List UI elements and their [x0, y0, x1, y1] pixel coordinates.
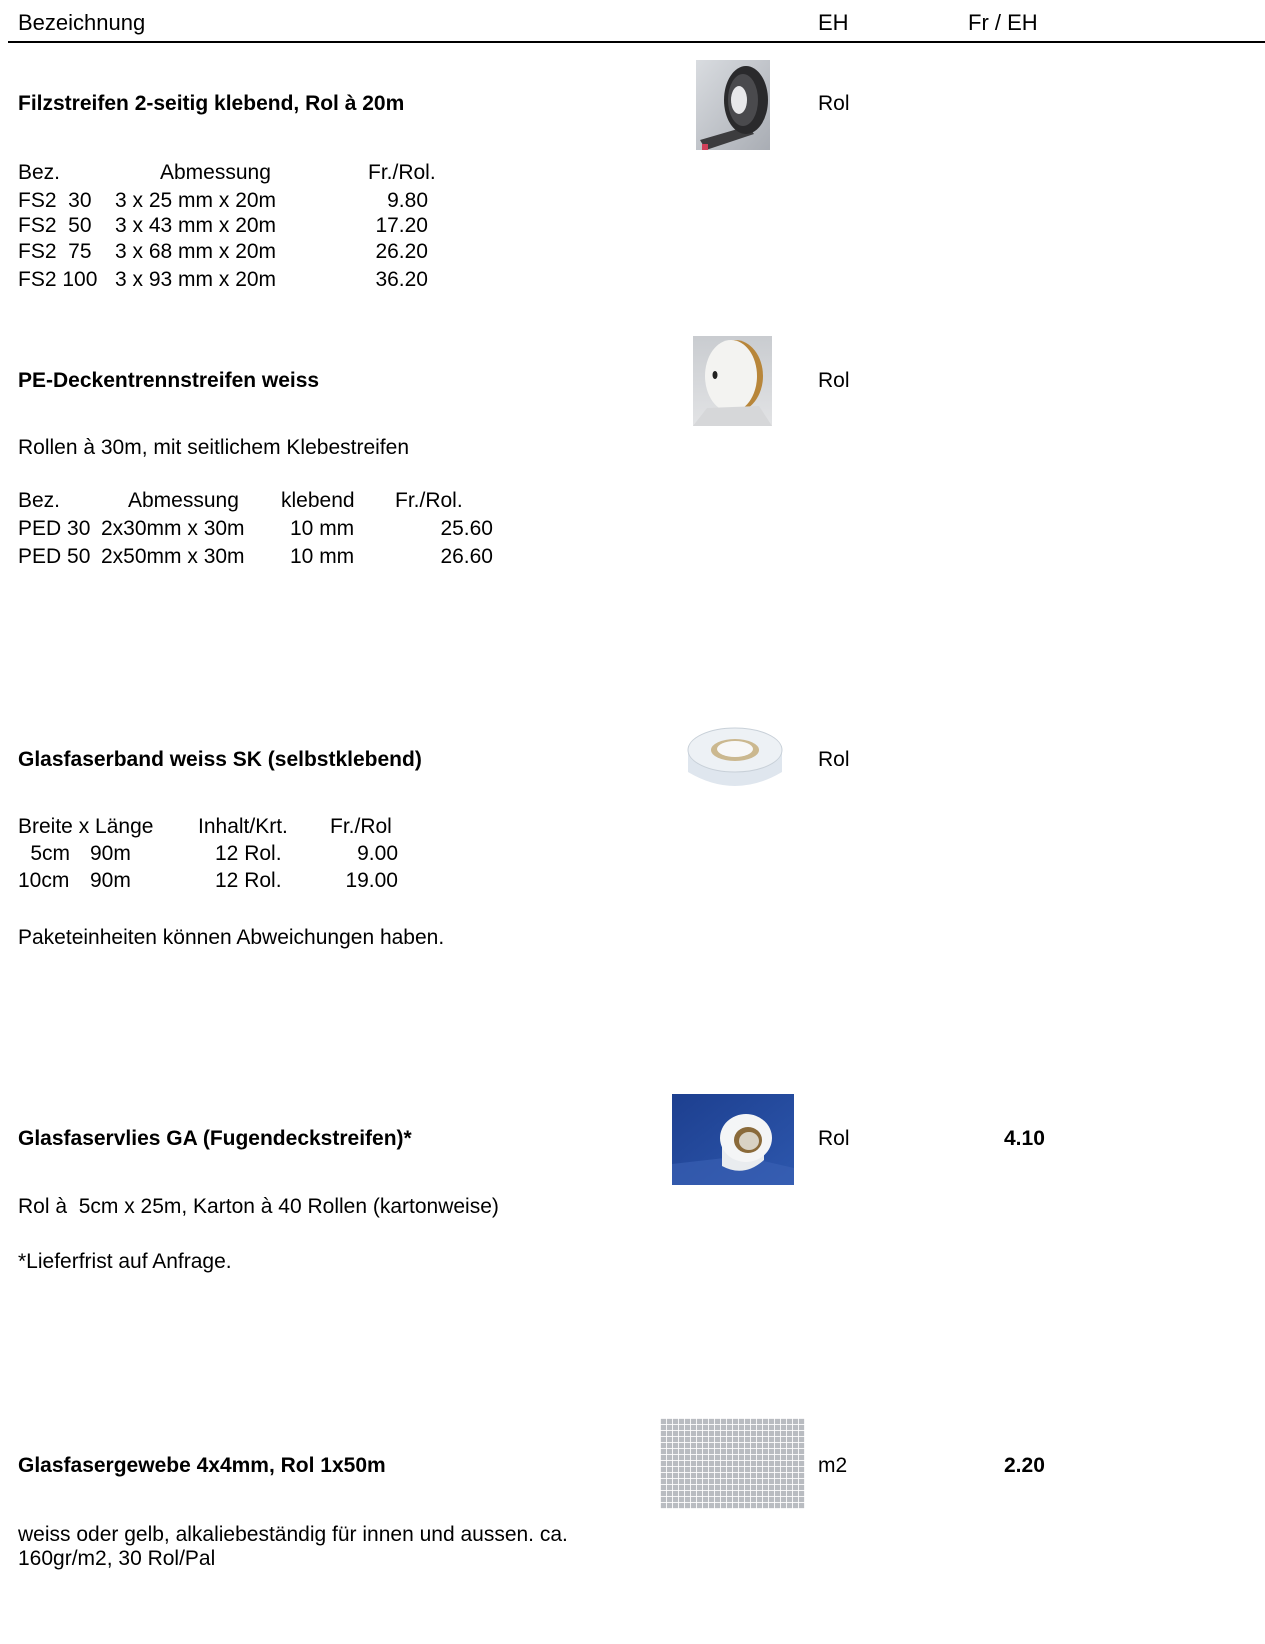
cell-price: 26.20: [375, 240, 428, 263]
table-row: [18, 240, 518, 268]
cell-abmessung: 3 x 43 mm x 20m: [115, 214, 277, 237]
cell-abmessung: 3 x 93 mm x 20m: [115, 268, 277, 291]
cell-klebend: 10 mm: [290, 517, 355, 540]
cell-price: 19.00: [345, 869, 398, 892]
cell-abmessung: 2x30mm x 30m: [101, 517, 245, 540]
col-head-price: Fr./Rol: [330, 815, 392, 838]
cell-klebend: 10 mm: [290, 545, 355, 568]
product-note: Paketeinheiten können Abweichungen haben.: [18, 926, 445, 949]
product-unit: Rol: [818, 92, 850, 115]
cell-breite: 10cm: [18, 869, 70, 892]
cell-bez: FS2 75: [18, 240, 92, 263]
cell-price: 17.20: [375, 214, 428, 237]
col-head-bez: Bez.: [18, 161, 61, 184]
col-head-klebend: klebend: [281, 489, 355, 512]
col-head-price: Fr./Rol.: [368, 161, 436, 184]
product-title: Glasfaserband weiss SK (selbstklebend): [18, 748, 422, 771]
header-rule: [8, 41, 1265, 43]
table-row: [18, 268, 518, 296]
product-title: Glasfaservlies GA (Fugendeckstreifen)*: [18, 1127, 412, 1150]
col-head-bez: Bez.: [18, 489, 61, 512]
cell-bez: PED 30: [18, 517, 91, 540]
product-note: *Lieferfrist auf Anfrage.: [18, 1250, 232, 1273]
table-header-row: [18, 815, 438, 843]
product-unit: Rol: [818, 1127, 850, 1150]
product-unit: Rol: [818, 369, 850, 392]
cell-laenge: 90m: [90, 869, 131, 892]
cell-bez: FS2 50: [18, 214, 92, 237]
col-head-abmessung: Abmessung: [128, 489, 239, 512]
product-unit: Rol: [818, 748, 850, 771]
fleece-roll-on-blue-photo-icon: [672, 1094, 794, 1185]
col-head-breite-laenge: Breite x Länge: [18, 815, 154, 838]
product-price: 4.10: [1004, 1127, 1045, 1150]
product-price: 2.20: [1004, 1454, 1045, 1477]
glassfiber-tape-roll-photo-icon: [680, 712, 790, 804]
header-col-eh: EH: [818, 10, 849, 35]
product-unit: m2: [818, 1454, 848, 1477]
product-description-line1: weiss oder gelb, alkaliebeständig für innen und aussen. ca.: [18, 1523, 568, 1546]
cell-bez: PED 50: [18, 545, 91, 568]
cell-abmessung: 3 x 25 mm x 20m: [115, 189, 277, 212]
cell-price: 9.80: [387, 189, 428, 212]
table-header-row: [18, 489, 538, 517]
product-title: PE-Deckentrennstreifen weiss: [18, 369, 320, 392]
cell-abmessung: 3 x 68 mm x 20m: [115, 240, 277, 263]
cell-inhalt: 12 Rol.: [215, 869, 282, 892]
product-title: Filzstreifen 2-seitig klebend, Rol à 20m: [18, 92, 405, 115]
white-tape-roll-photo-icon: [693, 336, 772, 426]
cell-price: 36.20: [375, 268, 428, 291]
black-tape-roll-photo-icon: [696, 60, 770, 150]
product-description-line2: 160gr/m2, 30 Rol/Pal: [18, 1547, 216, 1570]
cell-inhalt: 12 Rol.: [215, 842, 282, 865]
product-title: Glasfasergewebe 4x4mm, Rol 1x50m: [18, 1454, 386, 1477]
cell-breite: 5cm: [30, 842, 70, 865]
table-row: [18, 842, 438, 870]
cell-bez: FS2 30: [18, 189, 92, 212]
table-row: [18, 517, 538, 545]
cell-price: 25.60: [440, 517, 493, 540]
col-head-abmessung: Abmessung: [160, 161, 271, 184]
header-col-price: Fr / EH: [968, 10, 1038, 35]
cell-price: 9.00: [357, 842, 398, 865]
product-description: Rol à 5cm x 25m, Karton à 40 Rollen (kartonweise): [18, 1195, 499, 1218]
header-col-name: Bezeichnung: [18, 10, 146, 35]
table-row: [18, 189, 518, 217]
cell-abmessung: 2x50mm x 30m: [101, 545, 245, 568]
table-row: [18, 545, 538, 573]
cell-bez: FS2 100: [18, 268, 98, 291]
mesh-fabric-photo-icon: [660, 1418, 805, 1509]
cell-laenge: 90m: [90, 842, 131, 865]
col-head-price: Fr./Rol.: [395, 489, 463, 512]
cell-price: 26.60: [440, 545, 493, 568]
table-row: [18, 214, 518, 242]
table-header-row: [18, 161, 518, 189]
table-row: [18, 869, 438, 897]
product-description: Rollen à 30m, mit seitlichem Klebestreifen: [18, 436, 410, 459]
col-head-inhalt: Inhalt/Krt.: [198, 815, 288, 838]
